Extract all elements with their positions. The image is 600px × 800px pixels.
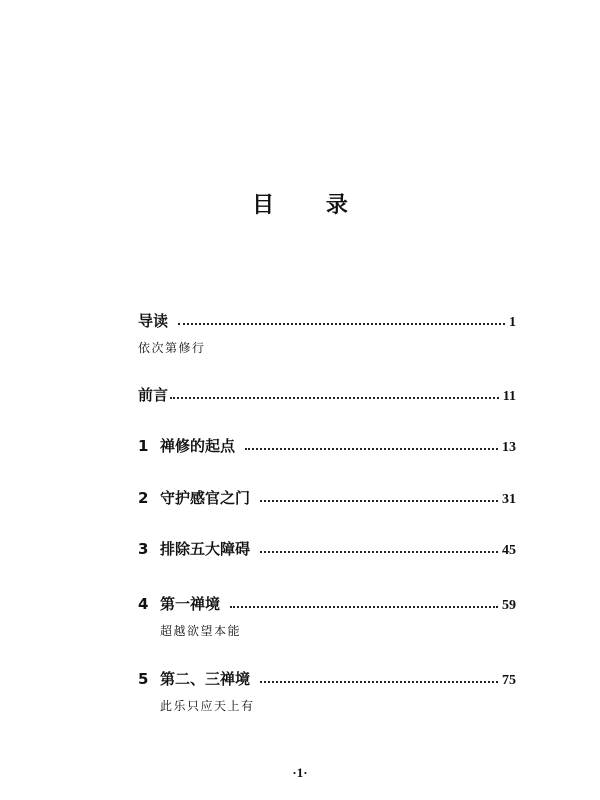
toc-entry-chapter-4 bbox=[138, 593, 516, 639]
toc-entry-title: 导读 bbox=[138, 312, 169, 330]
toc-leader-dots bbox=[260, 551, 498, 553]
toc-entry-introduction bbox=[138, 310, 516, 356]
toc-entry-title: 第一禅境 bbox=[160, 595, 221, 613]
toc-entry-title: 排除五大障碍 bbox=[160, 540, 251, 558]
toc-entry-number: 5 bbox=[138, 670, 149, 688]
toc-leader-dots bbox=[260, 681, 498, 683]
toc-entry-chapter-1 bbox=[138, 435, 516, 457]
toc-entry-subtitle: 此乐只应天上有 bbox=[160, 699, 255, 713]
page-number: ·1· bbox=[292, 765, 308, 780]
toc-entry-page: 13 bbox=[502, 440, 516, 455]
page-title: 目 录 bbox=[252, 193, 370, 218]
toc-entry-page: 75 bbox=[502, 673, 516, 688]
toc-entry-page: 45 bbox=[502, 543, 516, 558]
toc-entry-page: 31 bbox=[502, 492, 516, 507]
toc-entry-chapter-3 bbox=[138, 538, 516, 560]
toc-entry-title: 前言 bbox=[138, 386, 169, 404]
toc-entry-page: 11 bbox=[502, 389, 516, 404]
toc-entry-number: 4 bbox=[138, 595, 149, 613]
toc-leader-dots bbox=[230, 606, 498, 608]
toc-entry-chapter-2 bbox=[138, 487, 516, 509]
toc-leader-dots bbox=[178, 323, 505, 325]
toc-entry-page: 59 bbox=[502, 598, 516, 613]
toc-entry-preface bbox=[138, 384, 516, 406]
toc-entry-title: 禅修的起点 bbox=[160, 437, 236, 455]
toc-leader-dots bbox=[260, 500, 498, 502]
toc-entry-number: 3 bbox=[138, 540, 149, 558]
toc-entry-number: 2 bbox=[138, 489, 149, 507]
toc-entry-title: 守护感官之门 bbox=[160, 489, 251, 507]
toc-entry-number: 1 bbox=[138, 437, 149, 455]
toc-entry-page: 1 bbox=[509, 315, 516, 330]
toc-leader-dots bbox=[170, 397, 499, 399]
toc-leader-dots bbox=[245, 448, 498, 450]
toc-entry-chapter-5 bbox=[138, 668, 516, 714]
toc-entry-subtitle: 超越欲望本能 bbox=[160, 624, 242, 638]
toc-entry-subtitle: 依次第修行 bbox=[138, 341, 206, 355]
toc-entry-title: 第二、三禅境 bbox=[160, 670, 251, 688]
